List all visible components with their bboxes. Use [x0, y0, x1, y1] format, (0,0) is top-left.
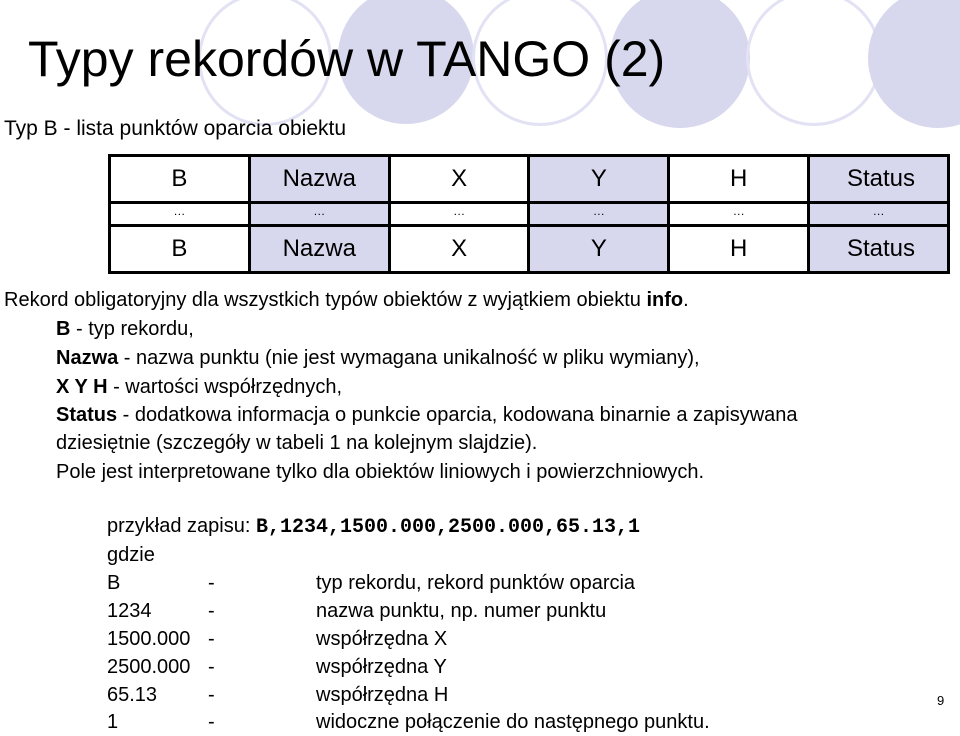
desc-line-2: [56, 318, 194, 341]
desc-line-1: [4, 289, 689, 312]
desc-keyword: X Y H: [56, 376, 108, 398]
example-dash: -: [208, 628, 215, 650]
table-cell: Status: [809, 156, 949, 203]
example-dash: -: [208, 656, 215, 678]
table-row: [110, 203, 949, 226]
example-code: B,1234,1500.000,2500.000,65.13,1: [255, 516, 641, 539]
desc-keyword-info: info: [646, 289, 684, 311]
decor-circle-5: [746, 0, 882, 126]
record-format-table: [108, 154, 950, 274]
table-cell: …: [669, 203, 809, 226]
example-value: 1: [107, 711, 119, 733]
desc-keyword: Nazwa: [56, 347, 119, 369]
table-row: [110, 226, 949, 273]
example-desc: współrzędna X: [316, 628, 448, 650]
slide-subtitle: Typ B - lista punktów oparcia obiektu: [4, 117, 347, 140]
example-label: przykład zapisu:: [107, 515, 256, 537]
desc-keyword: B: [56, 318, 71, 340]
page-number: 9: [937, 693, 945, 708]
table-cell: Status: [809, 226, 949, 273]
table-cell: …: [249, 203, 389, 226]
table-cell: Y: [529, 226, 669, 273]
example-dash: -: [208, 684, 215, 706]
table-cell: …: [529, 203, 669, 226]
desc-keyword: Status: [56, 404, 118, 426]
table-cell: Nazwa: [249, 156, 389, 203]
example-value: 2500.000: [107, 656, 191, 678]
desc-line-6: dziesiętnie (szczegóły w tabeli 1 na kolejnym slajdzie).: [56, 432, 538, 454]
example-dash: -: [208, 572, 215, 594]
desc-text: - dodatkowa informacja o punkcie oparcia, kodowana binarnie a zapisywana: [117, 404, 798, 426]
example-where: gdzie: [107, 544, 155, 566]
example-line: [107, 515, 640, 539]
example-dash: -: [208, 600, 215, 622]
table-cell: Nazwa: [249, 226, 389, 273]
desc-text: - typ rekordu,: [70, 318, 194, 340]
table-cell: X: [389, 226, 529, 273]
example-dash: -: [208, 711, 215, 733]
example-value: 1234: [107, 600, 152, 622]
example-desc: nazwa punktu, np. numer punktu: [316, 600, 607, 622]
example-desc: współrzędna Y: [316, 656, 447, 678]
example-value: 65.13: [107, 684, 158, 706]
decor-circle-6: [868, 0, 960, 128]
desc-text: Rekord obligatoryjny dla wszystkich typów obiektów z wyjątkiem obiektu: [4, 289, 647, 311]
example-desc: współrzędna H: [316, 684, 449, 706]
table-cell: B: [110, 156, 250, 203]
example-value: 1500.000: [107, 628, 191, 650]
table-cell: B: [110, 226, 250, 273]
example-desc: typ rekordu, rekord punktów oparcia: [316, 572, 636, 594]
table-cell: …: [389, 203, 529, 226]
desc-line-5: [56, 404, 798, 427]
table-cell: …: [110, 203, 250, 226]
table-cell: Y: [529, 156, 669, 203]
table-cell: …: [809, 203, 949, 226]
desc-line-3: [56, 347, 700, 370]
example-value: B: [107, 572, 121, 594]
desc-text: - nazwa punktu (nie jest wymagana unikalność w pliku wymiany),: [118, 347, 700, 369]
table-cell: H: [669, 226, 809, 273]
table-row: [110, 156, 949, 203]
desc-text: - wartości współrzędnych,: [107, 376, 343, 398]
slide-title: Typy rekordów w TANGO (2): [28, 31, 666, 87]
table-cell: H: [669, 156, 809, 203]
desc-line-4: [56, 376, 342, 399]
table-cell: X: [389, 156, 529, 203]
example-desc: widoczne połączenie do następnego punktu.: [316, 711, 710, 733]
desc-text: .: [683, 289, 689, 311]
desc-line-7: Pole jest interpretowane tylko dla obiektów liniowych i powierzchniowych.: [56, 461, 705, 483]
